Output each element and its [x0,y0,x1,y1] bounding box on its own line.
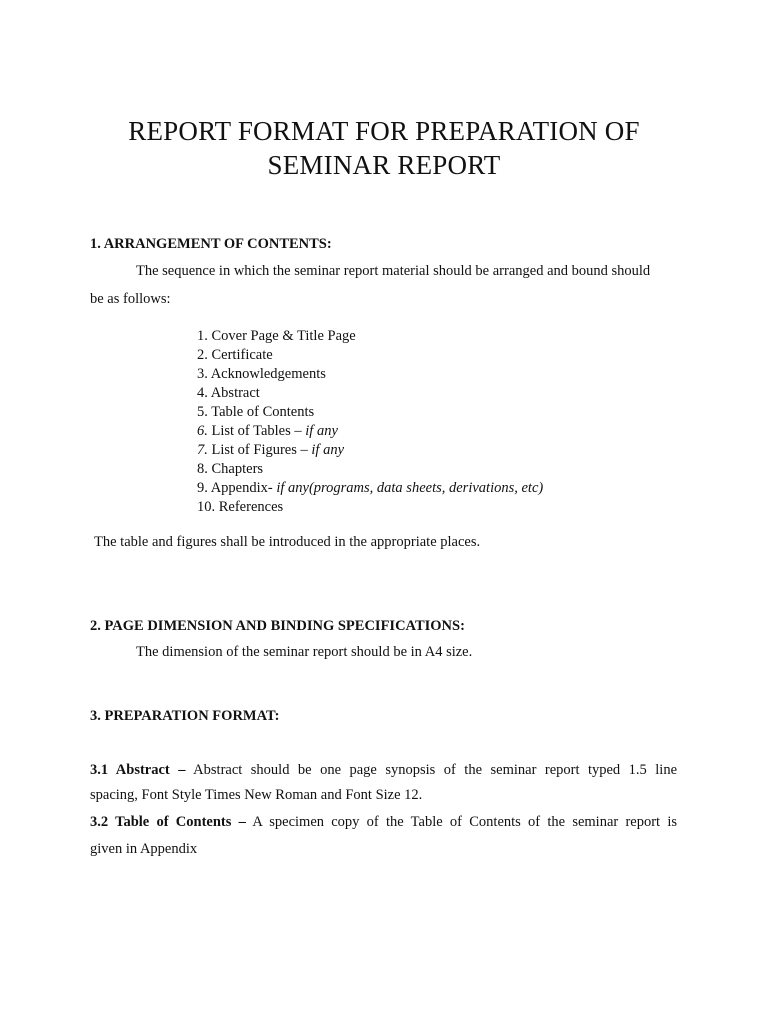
list-item: 6. List of Tables – if any [197,423,338,439]
list-item: 7. List of Figures – if any [197,442,345,458]
list-item-note: if any [305,423,338,439]
list-item: 4. Abstract [197,385,260,401]
list-item-note: if any(programs, data sheets, derivations, etc) [276,480,544,496]
toc-paragraph-line-2: given in Appendix [90,841,198,857]
abstract-paragraph-line-1: 3.1 Abstract – Abstract should be one page synopsis of the seminar report typed 1.5 line [90,762,677,778]
toc-label: 3.2 Table of Contents – [90,814,246,830]
abstract-paragraph-line-2: spacing, Font Style Times New Roman and Font Size 12. [90,787,423,803]
page-title-line-2: SEMINAR REPORT [267,150,501,180]
section-1-footer: The table and figures shall be introduced in the appropriate places. [94,534,481,550]
section-2-heading: 2. PAGE DIMENSION AND BINDING SPECIFICATIONS: [90,618,465,634]
list-item: 1. Cover Page & Title Page [197,328,356,344]
list-item: 10. References [197,499,284,515]
section-3-heading: 3. PREPARATION FORMAT: [90,708,280,724]
page-title-line-1: REPORT FORMAT FOR PREPARATION OF [128,116,640,146]
contents-list [197,327,543,517]
toc-paragraph-line-1: 3.2 Table of Contents – A specimen copy of the Table of Contents of the seminar report is [90,814,678,830]
list-item: 5. Table of Contents [197,404,315,420]
abstract-label: 3.1 Abstract – [90,762,186,778]
section-1-intro-line-2: be as follows: [90,291,171,307]
list-item: 2. Certificate [197,347,273,363]
list-item: 8. Chapters [197,461,264,477]
section-2-text: The dimension of the seminar report should be in A4 size. [136,644,473,660]
list-item: 3. Acknowledgements [197,366,326,382]
list-item: 9. Appendix- if any(programs, data sheets, derivations, etc) [197,480,544,496]
section-1-intro-line-1: The sequence in which the seminar report material should be arranged and bound should [136,263,651,279]
section-1-heading: 1. ARRANGEMENT OF CONTENTS: [90,236,332,252]
list-item-note: if any [311,442,345,458]
